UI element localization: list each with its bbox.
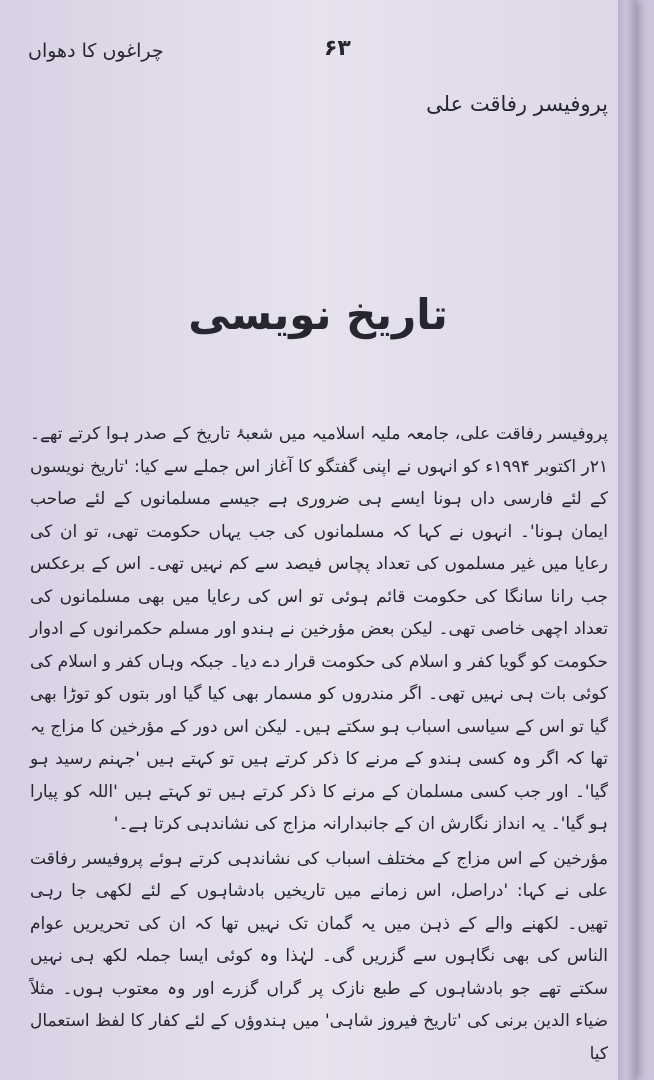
body-text [30,418,608,1070]
page-edge [618,0,636,1080]
page-number: ۶۳ [324,36,351,61]
author-heading: پروفیسر رفاقت علی [426,92,608,116]
book-title: چراغوں کا دھواں [28,40,164,62]
paragraph-1: پروفیسر رفاقت علی، جامعہ ملیہ اسلامیہ میں شعبۂ تاریخ کے صدر ہوا کرتے تھے۔ ۲۱ر اکتوبر ۱۹۹۴ء کو انہوں نے اپنی گفتگو کا آغاز اس جملے سے کیا: 'تاریخ نویسوں کے لئے فارسی داں ہونا ایسے ہی ضروری ہے جیسے مسلمانوں کے لئے صاحب ایمان ہونا'۔ انہوں نے کہا کہ مسلمانوں کی جب یہاں حکومت تھی، تو ان کی رعایا میں غیر مسلموں کی تعداد پچاس فیصد سے کم نہیں تھی۔ اس کے برعکس جب رانا سانگا کی حکومت قائم ہوئی تو اس کی رعایا میں بھی مسلمانوں کی تعداد اچھی خاصی تھی۔ لیکن بعض مؤرخین نے ہندو اور مسلم حکمرانوں کے ادوار حکومت کو گویا کفر و اسلام کی حکومت قرار دے دیا۔ جبکہ وہاں کفر و اسلام کی کوئی بات ہی نہیں تھی۔ اگر مندروں کو مسمار بھی کیا گیا اور بتوں کو توڑا بھی گیا تو اس کے سیاسی اسباب ہو سکتے ہیں۔ لیکن اس دور کے مؤرخین کا مزاج یہ تھا کہ اگر وہ کسی ہندو کے مرنے کا ذکر کرتے ہیں تو کہتے ہیں 'جہنم رسید ہو گیا'۔ اور جب کسی مسلمان کے مرنے کا ذکر کرتے ہیں تو کہتے ہیں 'اللہ کو پیارا ہو گیا'۔ یہ انداز نگارش ان کے جانبدارانہ مزاج کی نشاندہی کرتا ہے۔' [30,424,608,834]
paragraph-2: مؤرخین کے اس مزاج کے مختلف اسباب کی نشاندہی کرتے ہوئے پروفیسر رفاقت علی نے کہا: 'دراصل، اس زمانے میں تاریخیں بادشاہوں کے لئے لکھی جا رہی تھیں۔ لکھنے والے کے ذہن میں یہ گمان تک نہیں تھا کہ ان کی تحریریں عوام الناس کی بھی نگاہوں سے گزریں گی۔ لہٰذا وہ کوئی ایسا جملہ لکھ ہی نہیں سکتے تھے جو بادشاہوں کے طبع نازک پر گراں گزرے اور وہ معتوب ہوں۔ مثلاً ضیاء الدین برنی کی 'تاریخ فیروز شاہی' میں ہندوؤں کے لئے کفار کا لفظ استعمال کیا [30,848,608,1064]
running-header [28,36,608,76]
chapter-title: تاریخ نویسی [188,290,448,339]
